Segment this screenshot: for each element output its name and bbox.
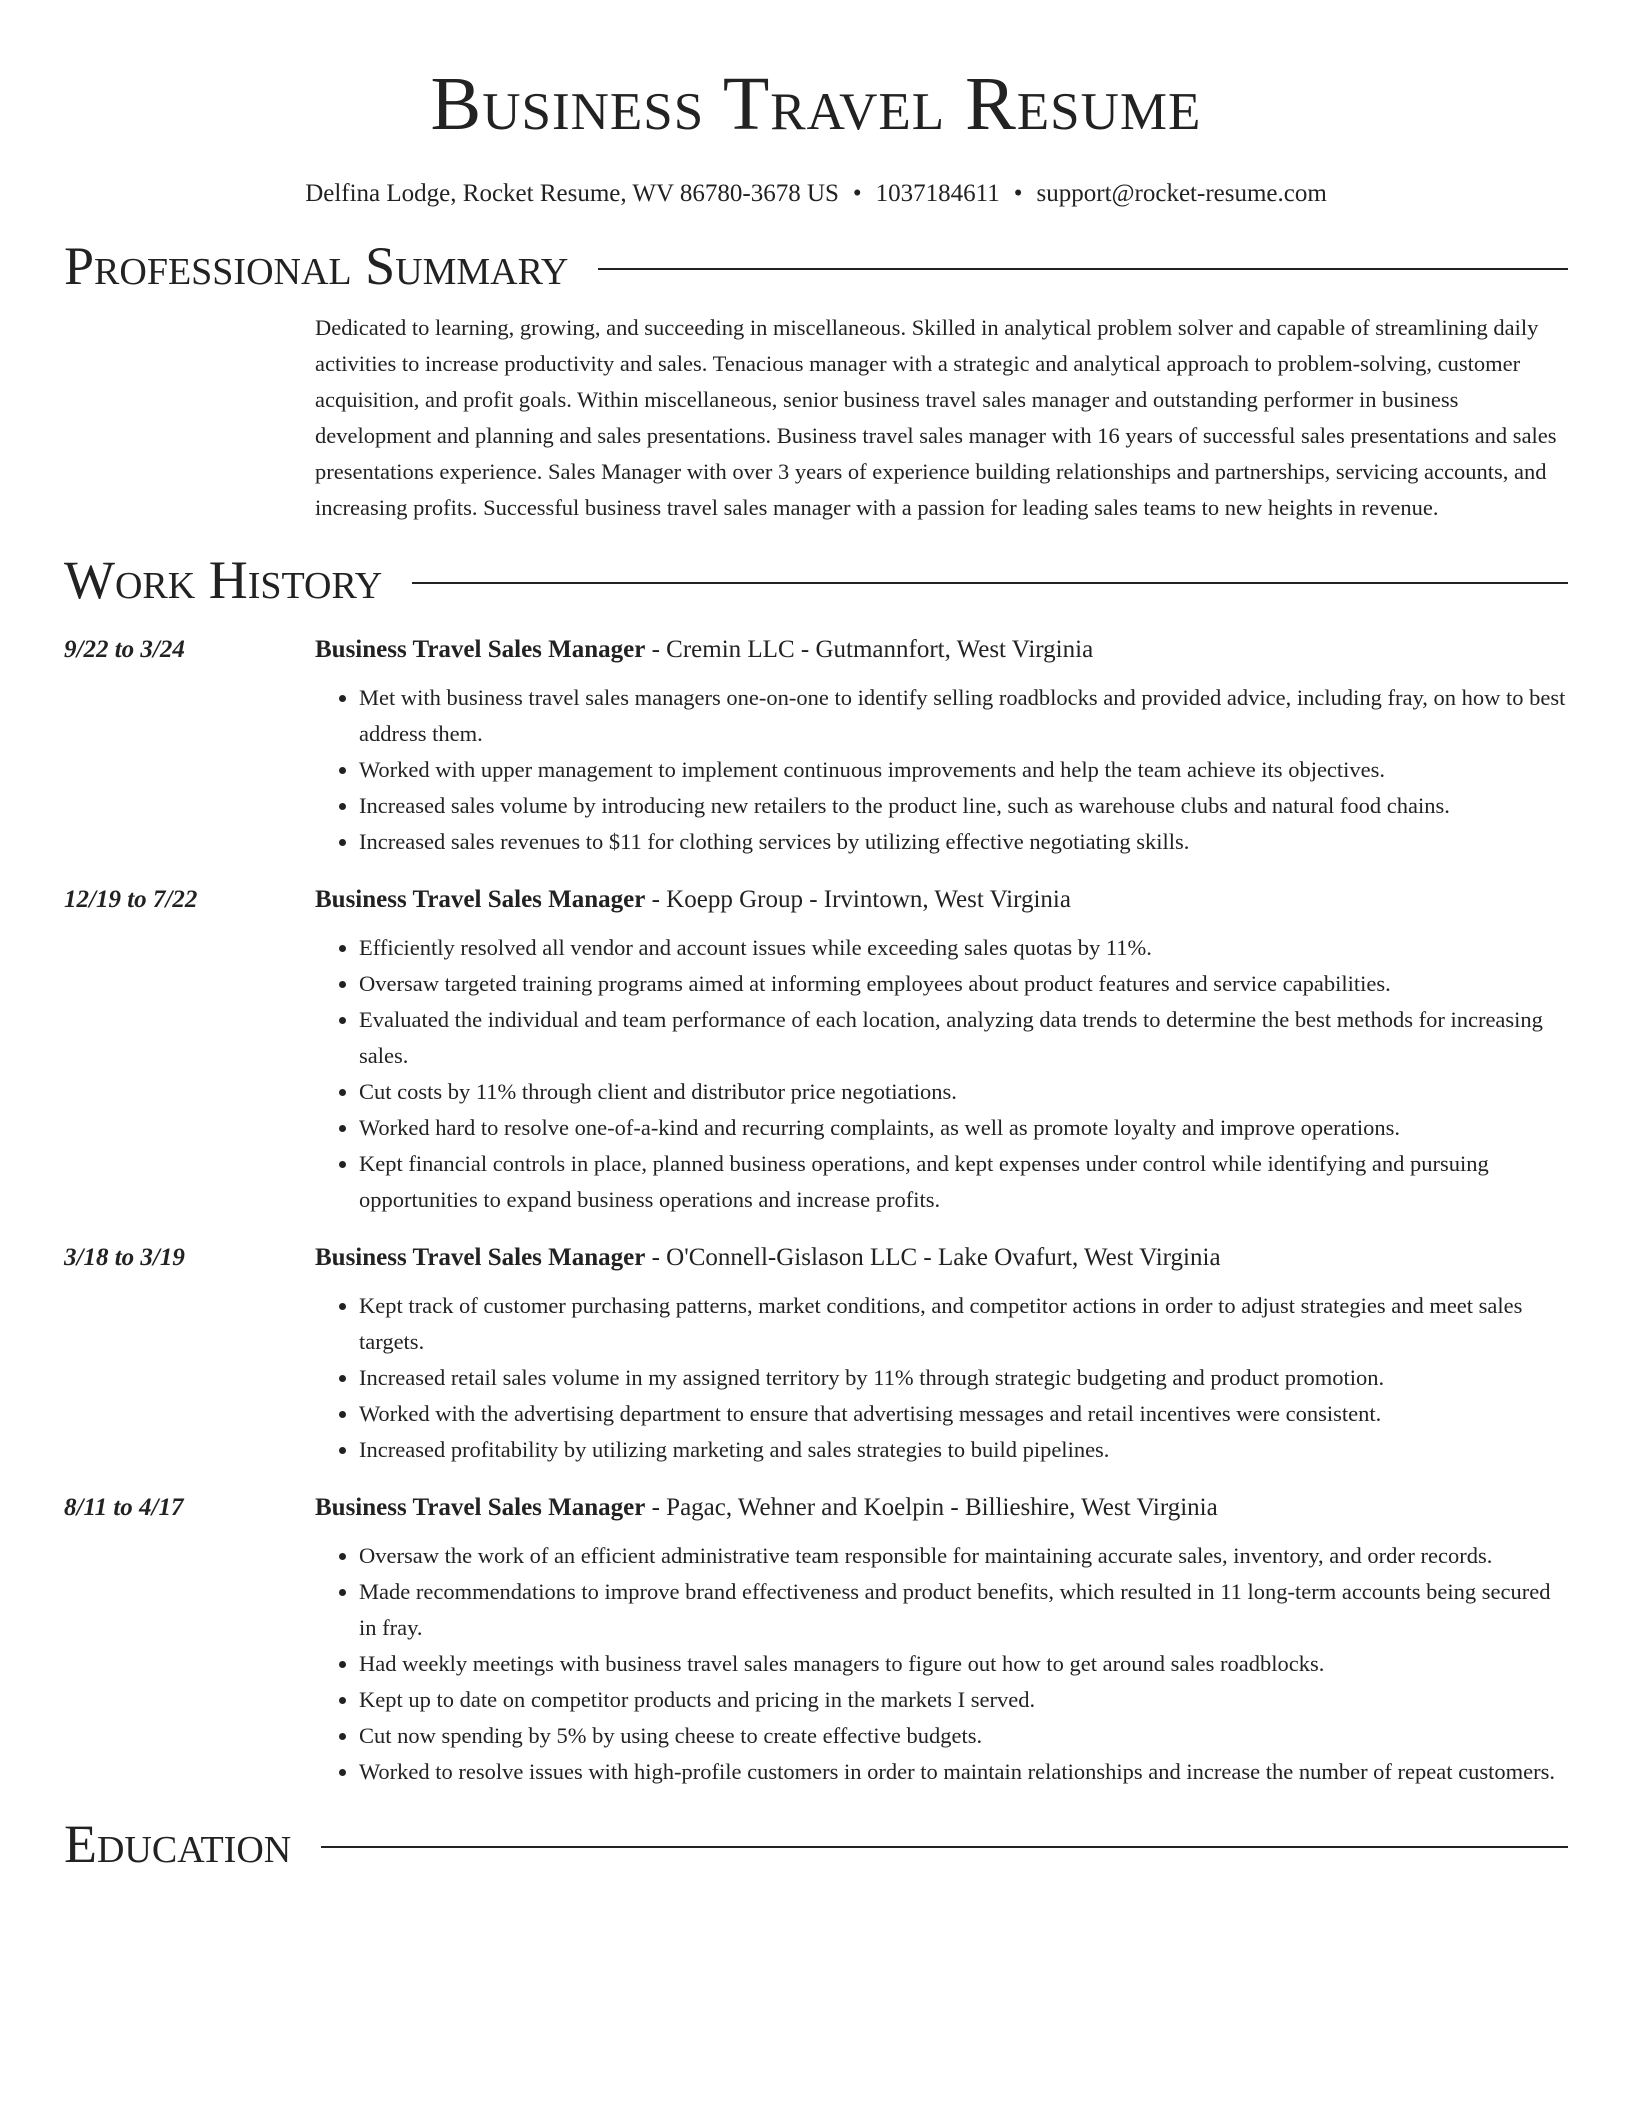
summary-heading: Professional Summary — [64, 236, 569, 296]
bullet-item: • Kept financial controls in place, planned business operations, and kept expenses under control while identifying and pursuing opportunities to expand business operations and increase profits. — [359, 1146, 1568, 1218]
section-divider — [598, 268, 1568, 270]
job-bullets — [315, 1538, 1568, 1790]
education-heading: Education — [64, 1814, 292, 1874]
contact-address: Delfina Lodge, Rocket Resume, WV 86780-3678 US — [305, 180, 839, 207]
bullet-item: • Cut now spending by 5% by using cheese to create effective budgets. — [359, 1718, 1568, 1754]
bullet-item: • Kept up to date on competitor products and pricing in the markets I served. — [359, 1682, 1568, 1718]
contact-line — [64, 176, 1568, 212]
bullet-item: • Cut costs by 11% through client and distributor price negotiations. — [359, 1074, 1568, 1110]
job-header — [64, 1240, 1568, 1276]
bullet-item: • Oversaw targeted training programs aimed at informing employees about product features and service capabilities. — [359, 966, 1568, 1002]
bullet-item: • Had weekly meetings with business travel sales managers to figure out how to get around sales roadblocks. — [359, 1646, 1568, 1682]
job-dates: 8/11 to 4/17 — [64, 1494, 184, 1521]
section-divider — [321, 1846, 1568, 1848]
job-title-line — [315, 882, 1568, 918]
job-header — [64, 632, 1568, 668]
job-dates: 3/18 to 3/19 — [64, 1244, 185, 1271]
bullet-item: • Efficiently resolved all vendor and account issues while exceeding sales quotas by 11%. — [359, 930, 1568, 966]
job-dates: 9/22 to 3/24 — [64, 636, 185, 663]
bullet-item: • Increased sales revenues to $11 for clothing services by utilizing effective negotiating skills. — [359, 824, 1568, 860]
job-title: Business Travel Sales Manager — [315, 1494, 646, 1521]
job-header — [64, 882, 1568, 918]
job-bullets — [315, 680, 1568, 860]
summary-section-header — [64, 236, 1568, 296]
bullet-item: • Worked with the advertising department to ensure that advertising messages and retail incentives were consistent. — [359, 1396, 1568, 1432]
contact-separator: • — [852, 180, 862, 207]
job-title: Business Travel Sales Manager — [315, 1244, 646, 1271]
bullet-item: • Increased retail sales volume in my assigned territory by 11% through strategic budgeting and product promotion. — [359, 1360, 1568, 1396]
work-history-heading: Work History — [64, 550, 383, 610]
bullet-item: • Worked hard to resolve one-of-a-kind and recurring complaints, as well as promote loyalty and improve operations. — [359, 1110, 1568, 1146]
job-company-location: - O'Connell-Gislason LLC - Lake Ovafurt, West Virginia — [645, 1244, 1221, 1271]
job-bullets — [315, 1288, 1568, 1468]
bullet-item: • Increased profitability by utilizing marketing and sales strategies to build pipelines. — [359, 1432, 1568, 1468]
bullet-item: • Worked to resolve issues with high-profile customers in order to maintain relationships and increase the number of repeat customers. — [359, 1754, 1568, 1790]
job-title-line — [315, 632, 1568, 668]
job-company-location: - Koepp Group - Irvintown, West Virginia — [645, 886, 1071, 913]
job-title: Business Travel Sales Manager — [315, 636, 646, 663]
contact-email: support@rocket-resume.com — [1036, 180, 1327, 207]
work-history-section-header — [64, 550, 1568, 610]
job-title-line — [315, 1240, 1568, 1276]
job-company-location: - Pagac, Wehner and Koelpin - Billieshire, West Virginia — [645, 1494, 1218, 1521]
job-header — [64, 1490, 1568, 1526]
section-divider — [412, 582, 1568, 584]
job-entry — [64, 1240, 1568, 1468]
resume-title: Business Travel Resume — [430, 62, 1202, 146]
bullet-item: • Met with business travel sales managers one-on-one to identify selling roadblocks and provided advice, including fray, on how to best address them. — [359, 680, 1568, 752]
job-dates: 12/19 to 7/22 — [64, 886, 198, 913]
job-title-line — [315, 1490, 1568, 1526]
summary-text: Dedicated to learning, growing, and succeeding in miscellaneous. Skilled in analytical problem solver and capable of streamlining daily activities to increase productivity and sales. Tenacious manager with a strategic and analytical approach to problem-solving, customer acquisition, and profit goals. Within miscellaneous, senior business travel sales manager and outstanding performer in business development and planning and sales presentations. Business travel sales manager with 16 years of successful sales presentations and sales presentations experience. Sales Manager with over 3 years of experience building relationships and partnerships, servicing accounts, and increasing profits. Successful business travel sales manager with a passion for leading sales teams to new heights in revenue. — [315, 315, 1557, 520]
job-entry — [64, 1490, 1568, 1790]
job-title: Business Travel Sales Manager — [315, 886, 646, 913]
job-bullets — [315, 930, 1568, 1218]
bullet-item: • Worked with upper management to implement continuous improvements and help the team achieve its objectives. — [359, 752, 1568, 788]
bullet-item: • Evaluated the individual and team performance of each location, analyzing data trends to determine the best methods for increasing sales. — [359, 1002, 1568, 1074]
bullet-item: • Oversaw the work of an efficient administrative team responsible for maintaining accurate sales, inventory, and order records. — [359, 1538, 1568, 1574]
job-entry — [64, 632, 1568, 860]
bullet-item: • Increased sales volume by introducing new retailers to the product line, such as warehouse clubs and natural food chains. — [359, 788, 1568, 824]
job-company-location: - Cremin LLC - Gutmannfort, West Virginia — [645, 636, 1094, 663]
bullet-item: • Made recommendations to improve brand effectiveness and product benefits, which resulted in 11 long-term accounts being secured in fray. — [359, 1574, 1568, 1646]
job-entry — [64, 882, 1568, 1218]
contact-separator: • — [1013, 180, 1023, 207]
contact-phone: 1037184611 — [875, 180, 1000, 207]
bullet-item: • Kept track of customer purchasing patterns, market conditions, and competitor actions in order to adjust strategies and meet sales targets. — [359, 1288, 1568, 1360]
education-section-header — [64, 1814, 1568, 1874]
